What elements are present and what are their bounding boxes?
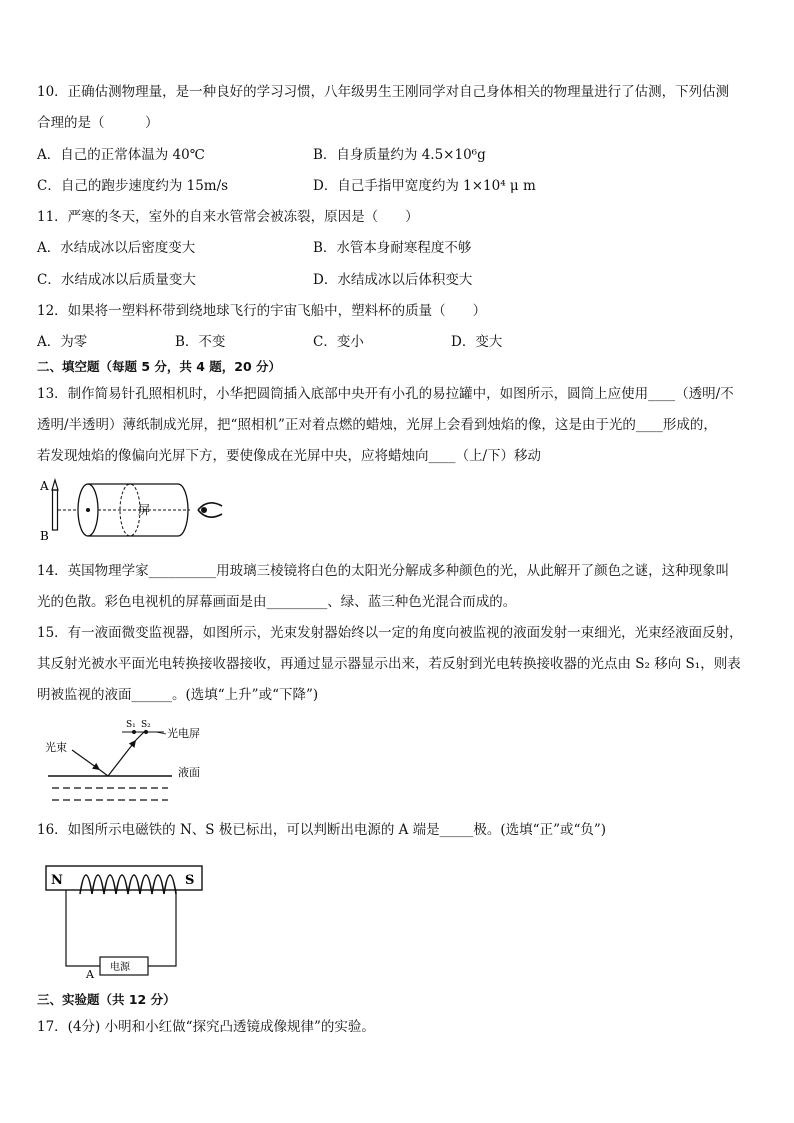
q15-stem-line3: 明被监视的液面______。(选填“上升”或“下降”) (37, 687, 319, 703)
q12-option-d: D．变大 (451, 334, 503, 350)
q16-stem: 16．如图所示电磁铁的 N、S 极已标出，可以判断出电源的 A 端是_____极。(选填“正”或“负”) (37, 822, 607, 838)
north-pole-label: N (51, 873, 63, 888)
electromagnet-circuit-figure (40, 858, 210, 980)
q12-stem: 12．如果将一塑料杯带到绕地球飞行的宇宙飞船中，塑料杯的质量（ ） (37, 303, 487, 319)
section-fill-in-heading: 二、填空题（每题 5 分，共 4 题，20 分） (37, 359, 282, 374)
q10-option-c: C．自己的跑步速度约为 15m/s (37, 178, 229, 194)
q11-option-b: B．水管本身耐寒程度不够 (313, 240, 472, 256)
candle-top-label: A (40, 479, 49, 493)
south-pole-label: S (185, 873, 195, 888)
candle-icon (52, 480, 58, 530)
terminal-a-label: A (86, 968, 94, 980)
q13-stem-line2: 透明/半透明）薄纸制成光屏，把“照相机”正对着点燃的蜡烛，光屏上会看到烛焰的像，这是由于光的____形成的， (37, 417, 717, 433)
q10-option-a: A．自己的正常体温为 40℃ (37, 147, 205, 163)
q13-stem-line3: 若发现烛焰的像偏向光屏下方，要使像成在光屏中央，应将蜡烛向____（上/下）移动 (37, 448, 542, 464)
photo-screen-label: 光电屏 (167, 727, 200, 740)
q12-option-c: C．变小 (313, 334, 364, 350)
q15-stem-line1: 15．有一液面微变监视器，如图所示，光束发射器始终以一定的角度向被监视的液面发射一束细光，光束经液面反射， (37, 625, 743, 641)
pinhole-camera-figure (38, 476, 228, 546)
power-source-label: 电源 (110, 962, 130, 973)
q11-option-c: C．水结成冰以后质量变大 (37, 272, 196, 288)
q11-option-d: D．水结成冰以后体积变大 (313, 272, 473, 288)
q14-stem-line2: 光的色散。彩色电视机的屏幕画面是由_________、绿、蓝三种色光混合而成的。 (37, 594, 517, 610)
q14-stem-line1: 14．英国物理学家__________用玻璃三棱镜将白色的太阳光分解成多种颜色的光，从此解开了颜色之谜，这种现象叫 (37, 563, 730, 579)
liquid-level-monitor-figure (42, 718, 222, 808)
screen-label: 屏 (138, 503, 151, 517)
q15-stem-line2: 其反射光被水平面光电转换接收器接收，再通过显示器显示出来，若反射到光电转换接收器的光点由 S₂ 移向 S₁，则表 (37, 656, 741, 672)
candle-bottom-label: B (40, 529, 49, 543)
beam-label: 光束 (45, 741, 67, 754)
q10-stem-line2: 合理的是（ ） (37, 115, 159, 131)
s2-label: S₂ (141, 720, 151, 730)
eye-icon (198, 503, 222, 517)
s1-label: S₁ (126, 720, 136, 730)
section-experiment-heading: 三、实验题（共 12 分） (37, 992, 176, 1007)
q10-option-b: B．自身质量约为 4.5×10⁶g (313, 147, 486, 163)
q10-stem-line1: 10．正确估测物理量，是一种良好的学习习惯，八年级男生王刚同学对自己身体相关的物理量进行了估测，下列估测 (37, 84, 730, 100)
q13-stem-line1: 13．制作简易针孔照相机时，小华把圆筒插入底部中央开有小孔的易拉罐中，如图所示，圆筒上应使用____（透明/不 (37, 386, 734, 402)
q10-option-d: D．自己手指甲宽度约为 1×10⁴ μ m (313, 178, 536, 194)
q11-stem: 11．严寒的冬天，室外的自来水管常会被冻裂，原因是（ ） (37, 209, 419, 225)
q12-option-b: B．不变 (175, 334, 226, 350)
q12-option-a: A．为零 (37, 334, 88, 350)
q11-option-a: A．水结成冰以后密度变大 (37, 240, 196, 256)
liquid-surface-label: 液面 (178, 766, 200, 779)
q17-stem: 17．(4分) 小明和小红做“探究凸透镜成像规律”的实验。 (37, 1019, 375, 1035)
